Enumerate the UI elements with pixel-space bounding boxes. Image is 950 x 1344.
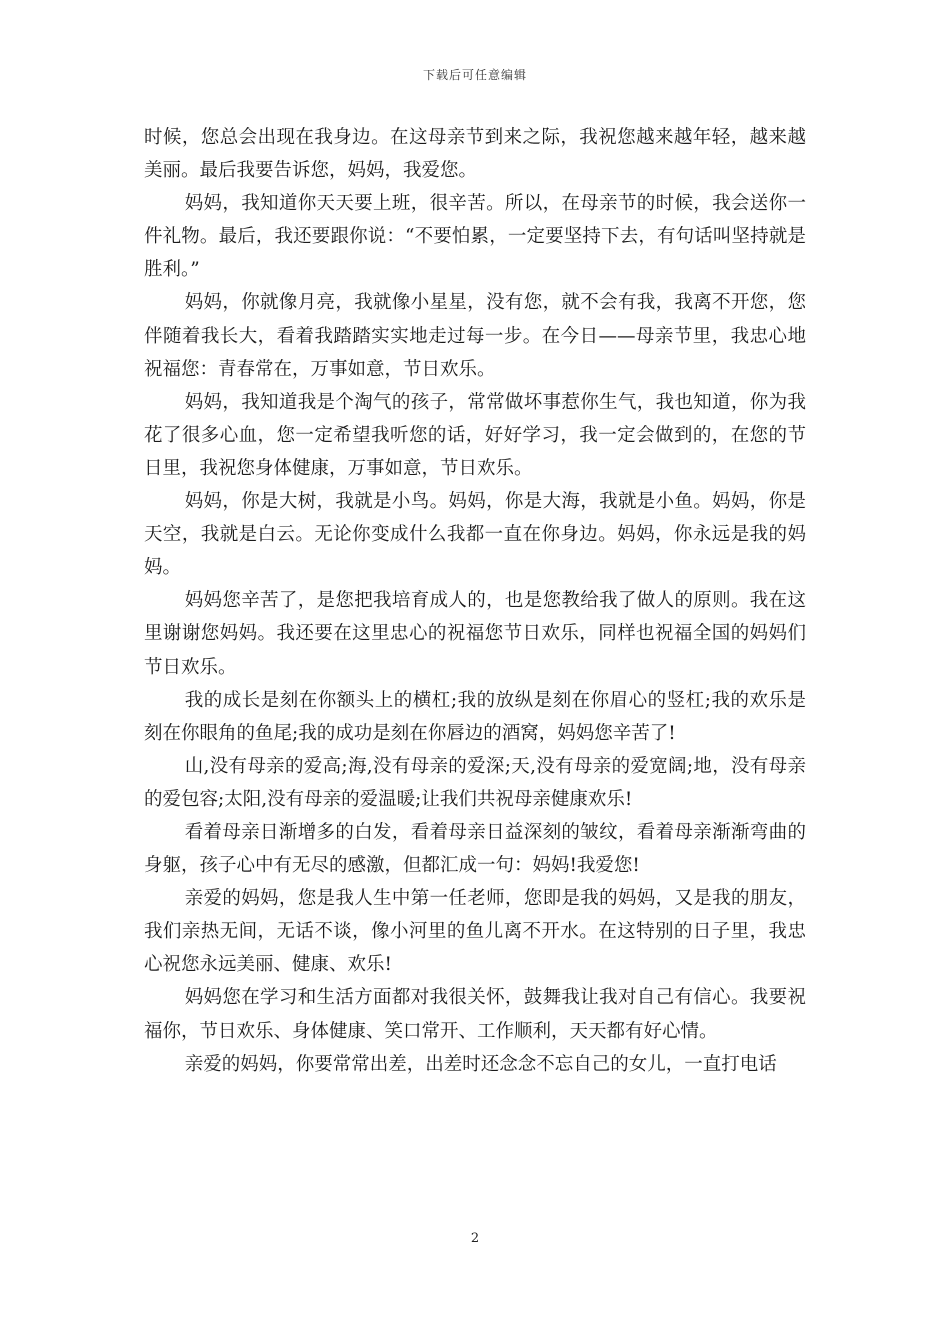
paragraph: 我的成长是刻在你额头上的横杠;我的放纵是刻在你眉心的竖杠;我的欢乐是刻在你眼角的鱼尾;我的成功是刻在你唇边的酒窝，妈妈您辛苦了! — [144, 689, 806, 744]
paragraph: 妈妈，你就像月亮，我就像小星星，没有您，就不会有我，我离不开您，您伴随着我长大，看着我踏踏实实地走过每一步。在今日——母亲节里，我忠心地祝福您：青春常在，万事如意，节日欢乐。 — [144, 292, 806, 380]
paragraph: 妈妈您辛苦了，是您把我培育成人的，也是您教给我了做人的原则。我在这里谢谢您妈妈。我还要在这里忠心的祝福您节日欢乐，同样也祝福全国的妈妈们节日欢乐。 — [144, 590, 806, 678]
page-header: 下载后可任意编辑 — [422, 68, 527, 82]
paragraph: 亲爱的妈妈，你要常常出差，出差时还念念不忘自己的女儿，一直打电话 — [184, 1053, 777, 1075]
paragraph: 妈妈，我知道你天天要上班，很辛苦。所以，在母亲节的时候，我会送你一件礼物。最后，我还要跟你说：“不要怕累，一定要坚持下去，有句话叫坚持就是胜利。” — [144, 193, 806, 281]
paragraph: 妈妈，你是大树，我就是小鸟。妈妈，你是大海，我就是小鱼。妈妈，你是天空，我就是白云。无论你变成什么我都一直在你身边。妈妈，你永远是我的妈妈。 — [144, 491, 806, 579]
paragraph: 时候，您总会出现在我身边。在这母亲节到来之际，我祝您越来越年轻，越来越美丽。最后我要告诉您，妈妈，我爱您。 — [144, 127, 806, 182]
paragraph: 妈妈您在学习和生活方面都对我很关怀，鼓舞我让我对自己有信心。我要祝福你，节日欢乐、身体健康、笑口常开、工作顺利，天天都有好心情。 — [144, 987, 806, 1042]
paragraph: 亲爱的妈妈，您是我人生中第一任老师，您即是我的妈妈，又是我的朋友，我们亲热无间，无话不谈，像小河里的鱼儿离不开水。在这特别的日子里，我忠心祝您永远美丽、健康、欢乐! — [144, 888, 806, 976]
paragraph: 看着母亲日渐增多的白发，看着母亲日益深刻的皱纹，看着母亲渐渐弯曲的身躯，孩子心中有无尽的感激，但都汇成一句：妈妈!我爱您! — [144, 821, 806, 877]
page-number: 2 — [470, 1231, 480, 1246]
document-body — [144, 121, 806, 1081]
paragraph: 山,没有母亲的爱高;海,没有母亲的爱深;天,没有母亲的爱宽阔;地，没有母亲的爱包容;太阳,没有母亲的爱温暖;让我们共祝母亲健康欢乐! — [144, 755, 806, 810]
paragraph: 妈妈，我知道我是个淘气的孩子，常常做坏事惹你生气，我也知道，你为我花了很多心血，您一定希望我听您的话，好好学习，我一定会做到的，在您的节日里，我祝您身体健康，万事如意，节日欢乐。 — [144, 391, 806, 479]
